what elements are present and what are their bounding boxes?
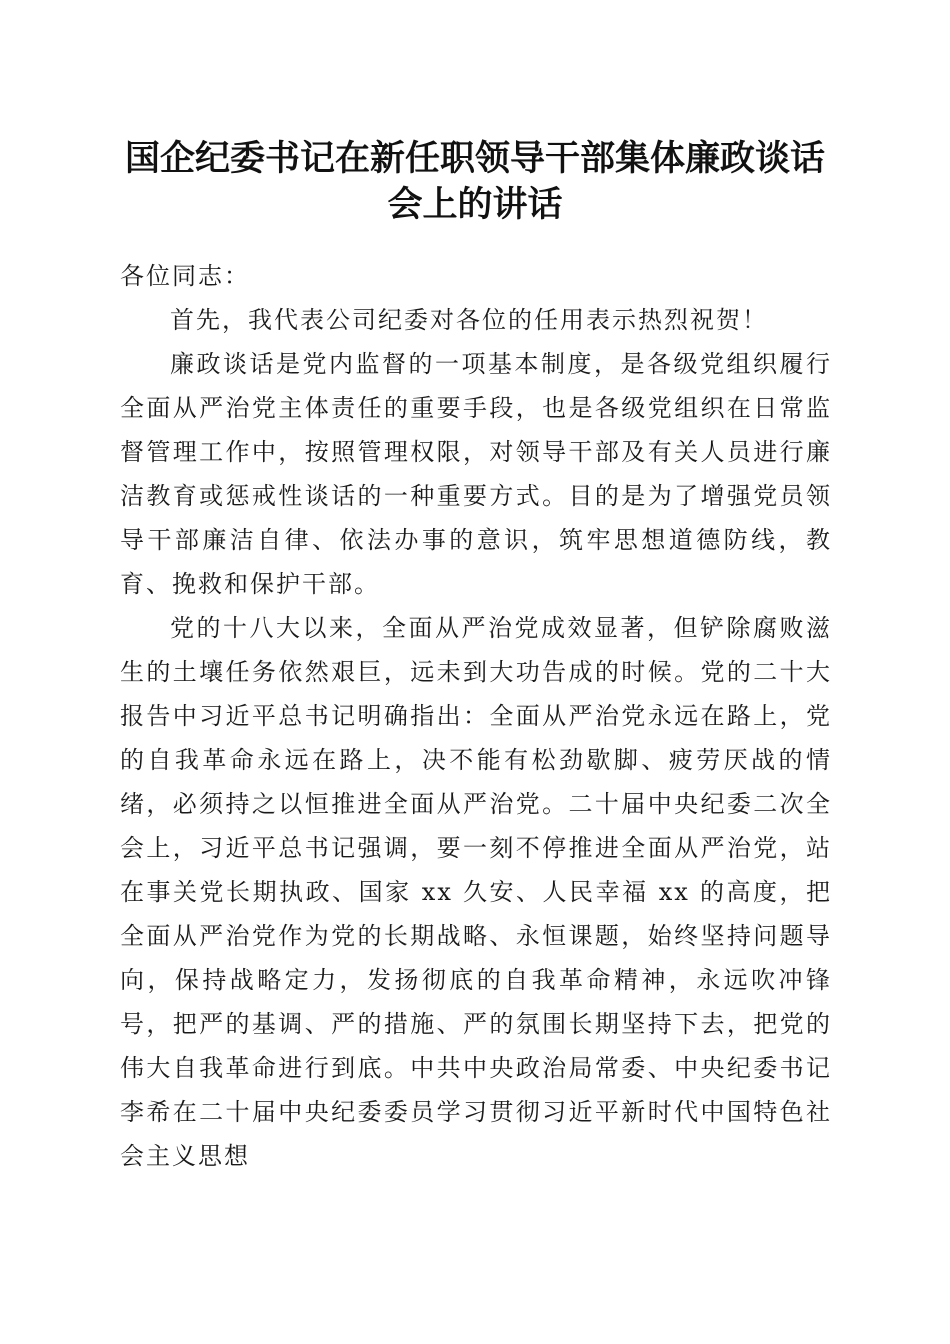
page-title [100,136,850,228]
paragraph-integrity-talk: 廉政谈话是党内监督的一项基本制度，是各级党组织履行全面从严治党主体责任的重要手段，也是各级党组织在日常监督管理工作中，按照管理权限，对领导干部及有关人员进行廉洁教育或惩戒性谈话的一种重要方式。目的是为了增强党员领导干部廉洁自律、依法办事的意识，筑牢思想道德防线，教育、挽救和保护干部。 [120,350,832,598]
paragraph-congratulations: 首先，我代表公司纪委对各位的任用表示热烈祝贺！ [170,306,768,334]
salutation: 各位同志： [120,262,250,290]
title-line-1: 国企纪委书记在新任职领导干部集体廉政谈话 [124,138,825,179]
document-body [120,254,832,1178]
title-line-2: 会上的讲话 [387,184,563,225]
paragraph-party-governance: 党的十八大以来，全面从严治党成效显著，但铲除腐败滋生的土壤任务依然艰巨，远未到大功告成的时候。党的二十大报告中习近平总书记明确指出：全面从严治党永远在路上，党的自我革命永远在路上，决不能有松劲歇脚、疲劳厌战的情绪，必须持之以恒推进全面从严治党。二十届中央纪委二次全会上，习近平总书记强调，要一刻不停推进全面从严治党，站在事关党长期执政、国家 xx 久安、人民幸福 xx 的高度，把全面从严治党作为党的长期战略、永恒课题，始终坚持问题导向，保持战略定力，发扬彻底的自我革命精神，永远吹冲锋号，把严的基调、严的措施、严的氛围长期坚持下去，把党的伟大自我革命进行到底。中共中央政治局常委、中央纪委书记李希在二十届中央纪委委员学习贯彻习近平新时代中国特色社会主义思想 [120,614,832,1170]
